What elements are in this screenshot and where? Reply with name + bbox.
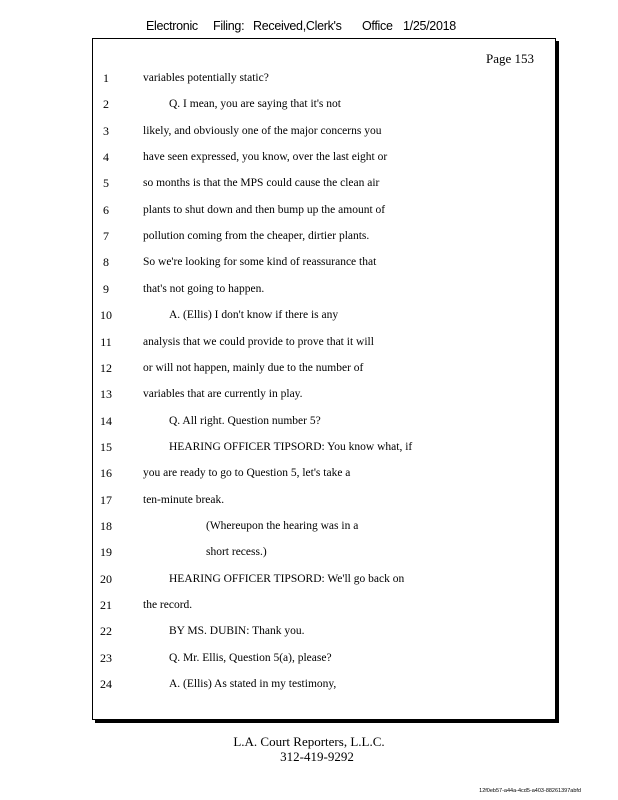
header-word-filing: Filing: [213,19,245,33]
transcript-line [92,595,554,615]
line-number: 24 [100,677,112,692]
transcript-line [92,173,554,193]
header-word-electronic: Electronic [146,19,198,33]
line-text: ten-minute break. [143,493,225,506]
line-text: the record. [143,599,193,611]
line-number: 1 [103,71,109,85]
line-number: 8 [103,255,109,270]
line-text: Q. I mean, you are saying that it's not [169,98,341,111]
line-number: 3 [103,123,109,138]
line-number: 6 [103,202,109,217]
transcript-line [92,121,554,141]
transcript-line [92,674,554,694]
document-id: 12f0eb57-a44a-4cd5-a403-88261397abfd [479,788,581,794]
footer-company: L.A. Court Reporters, L.L.C. [233,734,385,749]
line-text: pollution coming from the cheaper, dirtier plants. [143,230,370,243]
line-text: analysis that we could provide to prove that it will [143,335,374,348]
header-date: 1/25/2018 [403,19,456,33]
line-text: likely, and obviously one of the major concerns you [143,124,382,137]
line-number: 9 [103,281,109,296]
line-text: Q. All right. Question number 5? [169,414,321,427]
footer-phone: 312-419-9292 [280,749,354,764]
line-text: BY MS. DUBIN: Thank you. [169,625,305,638]
line-text: HEARING OFFICER TIPSORD: You know what, if [169,440,413,453]
line-text: So we're looking for some kind of reassurance that [143,256,377,269]
transcript-line [92,94,554,114]
transcript-line [92,384,554,404]
transcript-line [92,305,554,325]
transcript-line [92,463,554,483]
transcript-line [92,332,554,352]
line-number: 2 [103,97,109,112]
transcript-line [92,542,554,562]
line-number: 19 [100,545,112,560]
line-number: 4 [103,150,109,165]
transcript-line [92,200,554,220]
line-text: or will not happen, mainly due to the number of [143,361,364,374]
line-number: 13 [100,387,112,402]
transcript-line [92,68,554,88]
line-number: 7 [103,229,109,244]
transcript-line [92,252,554,272]
line-text: plants to shut down and then bump up the amount of [143,203,386,216]
line-number: 10 [100,308,112,323]
line-text: so months is that the MPS could cause the clean air [143,177,380,190]
line-number: 23 [100,650,112,665]
transcript-line [92,358,554,378]
header-word-office: Office [362,19,393,33]
page-number: Page 153 [486,51,535,66]
line-text: (Whereupon the hearing was in a [206,519,359,532]
line-text: A. (Ellis) As stated in my testimony, [169,678,337,691]
line-text: short recess.) [206,546,267,559]
line-number: 21 [100,598,112,612]
line-text: A. (Ellis) I don't know if there is any [169,309,339,322]
line-number: 5 [103,176,109,191]
line-text: variables that are currently in play. [143,388,303,401]
header-word-received-clerks: Received,Clerk's [253,19,342,33]
line-number: 17 [100,492,112,507]
line-text: Q. Mr. Ellis, Question 5(a), please? [169,651,332,664]
transcript-line [92,226,554,246]
transcript-line [92,490,554,510]
line-text: have seen expressed, you know, over the last eight or [143,151,388,164]
transcript-line [92,147,554,167]
transcript-line [92,516,554,536]
transcript-line [92,648,554,668]
line-number: 14 [100,413,112,428]
line-number: 11 [100,334,112,349]
line-text: HEARING OFFICER TIPSORD: We'll go back on [169,572,405,585]
transcript-line [92,279,554,299]
line-number: 16 [100,466,112,481]
line-number: 18 [100,518,112,533]
transcript-line [92,437,554,457]
line-text: variables potentially static? [143,72,269,84]
transcript-line [92,411,554,431]
filing-stamp-header [0,19,618,37]
line-number: 22 [100,624,112,639]
transcript-line [92,621,554,641]
line-number: 15 [100,439,112,454]
line-text: that's not going to happen. [143,282,265,295]
line-text: you are ready to go to Question 5, let's take a [143,467,351,480]
line-number: 12 [100,360,112,375]
line-number: 20 [100,571,112,586]
transcript-line [92,569,554,589]
